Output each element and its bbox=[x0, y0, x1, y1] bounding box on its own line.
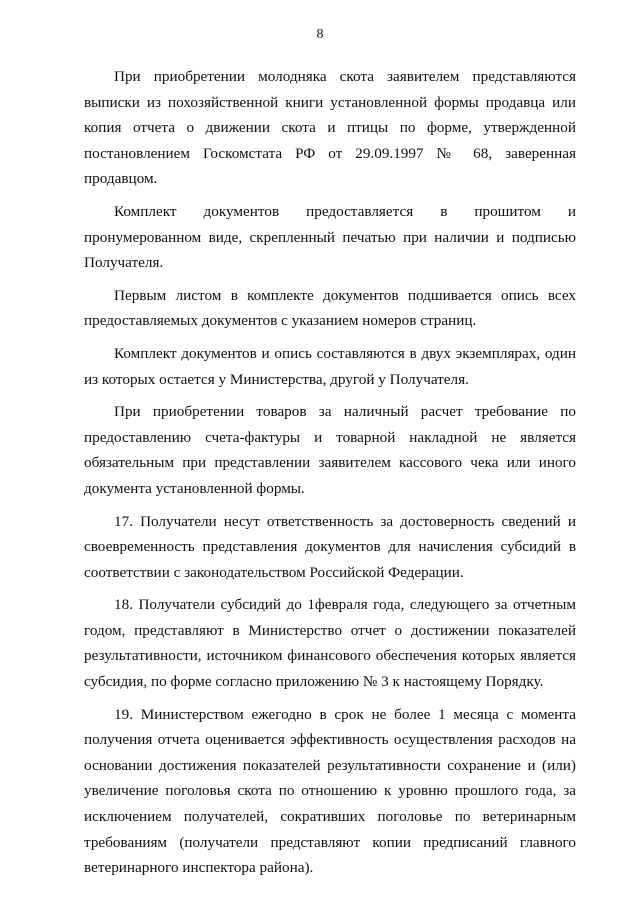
paragraph-two-copies: Комплект документов и опись составляются в двух экземплярах, один из которых остается у Министерства, другой у Получателя. bbox=[84, 344, 576, 388]
paragraph-18-report: 18. Получатели субсидий до 1февраля года, следующего за отчетным годом, представляют в Министерство отчет о достижении показателей результативности, источником финансового обеспечения которых является субсидия, по форме согласно приложению № 3 к настоящему Порядку. bbox=[84, 596, 576, 691]
document-body bbox=[84, 64, 576, 888]
paragraph-cash-purchase: При приобретении товаров за наличный расчет требование по предоставлению счета-фактуры и товарной накладной не является обязательным при представлении заявителем кассового чека или иного документа установленной формы. bbox=[84, 403, 576, 497]
paragraph-19-evaluation: 19. Министерством ежегодно в срок не более 1 месяца с момента получения отчета оценивается эффективность осуществления расходов на основании достижения показателей результативности сохранение и (или) увеличение поголовья скота по отношению к уровню прошлого года, за исключением получателей, сокративших поголовье по ветеринарным требованиям (получатели представляют копии предписаний главного ветеринарного инспектора района). bbox=[84, 705, 576, 877]
paragraph-17-responsibility: 17. Получатели несут ответственность за достоверность сведений и своевременность представления документов для начисления субсидий в соответствии с законодательством Российской Федерации. bbox=[84, 512, 576, 581]
page-number: 8 bbox=[316, 27, 324, 42]
paragraph-young-livestock-purchase: При приобретении молодняка скота заявителем представляются выписки из похозяйственной книги установленной формы продавца или копия отчета о движении скота и птицы по форме, утвержденной постановлением Госкомстата РФ от 29.09.1997 № 68, заверенная продавцом. bbox=[84, 68, 576, 188]
paragraph-document-set-format: Комплект документов предоставляется в прошитом и пронумерованном виде, скрепленный печатью при наличии и подписью Получателя. bbox=[84, 202, 576, 272]
paragraph-inventory-first-sheet: Первым листом в комплекте документов подшивается опись всех предоставляемых документов с указанием номеров страниц. bbox=[84, 286, 576, 330]
